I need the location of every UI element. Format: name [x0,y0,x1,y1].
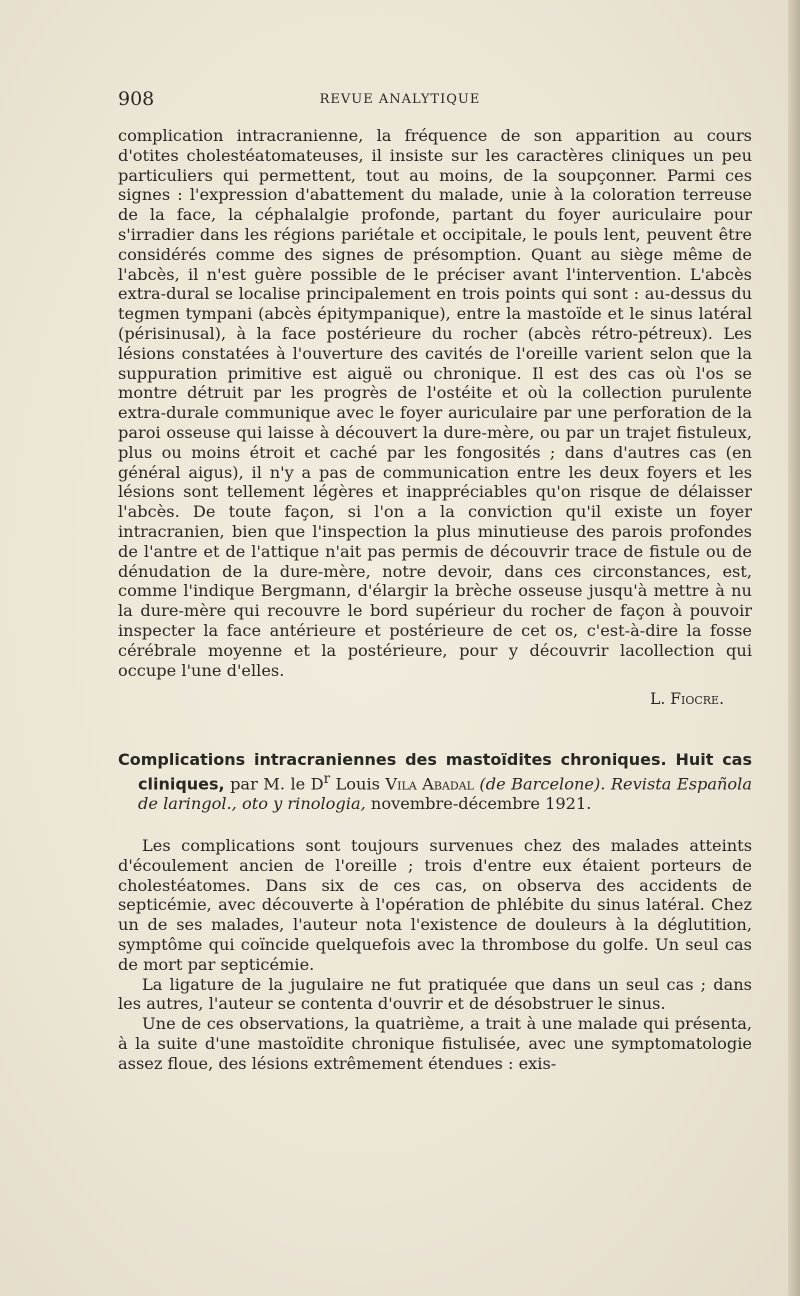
article-date: novembre-décembre 1921. [365,794,592,814]
article-dr-sup: r [323,771,331,788]
author-signature: L. Fiocre. [650,690,724,709]
article-journal: Revista Española de laringol., oto y rinologia, [138,774,753,814]
article-by: par M. le D [224,774,324,794]
running-head: REVUE ANALYTIQUE [319,92,481,107]
article-author-last: Vila Abadal [385,774,474,794]
body-paragraph: La ligature de la jugulaire ne fut pratiquée que dans un seul cas ; dans les autres, l'auteur se contenta d'ouvrir et de désobstruer le sinus. [118,974,752,1014]
body-paragraph: complication intracranienne, la fréquence de son apparition au cours d'otites cholestéatomateuses, il insiste sur les caractères cliniques un peu particuliers qui permettent, tout au moins, de la soupçonner. Parmi ces signes : l'expression d'abattement du malade, unie à la coloration terreuse de la face, la céphalalgie profonde, partant du foyer auriculaire pour s'irradier dans les régions pariétale et occipitale, le pouls lent, peuvent être considérés comme des signes de présomption. Quant au siège même de l'abcès, il n'est guère possible de le préciser avant l'intervention. L'abcès extra-dural se localise principalement en trois points qui sont : au-dessus du tegmen tympani (abcès épitympanique), entre la mastoïde et le sinus latéral (périsinusal), à la face postérieure du rocher (abcès rétro-pétreux). Les lésions constatées à l'ouverture des cavités de l'oreille varient selon que la suppuration primitive est aiguë ou chronique. Il est des cas où l'os se montre détruit par les progrès de l'ostéite et où la collection purulente extra-durale communique avec le foyer auriculaire par une perforation de la paroi osseuse qui laisse à découvert la dure-mère, ou par un trajet fistuleux, plus ou moins étroit et caché par les fongosités ; dans d'autres cas (en général aigus), il n'y a pas de communication entre les deux foyers et les lésions sont tellement légères et inappréciables qu'on risque de délaisser l'abcès. De toute façon, si l'on a la conviction qu'il existe un foyer intracranien, bien que l'inspection la plus minutieuse des parois profondes de l'antre et de l'attique n'ait pas permis de découvrir trace de fistule ou de dénudation de la dure-mère, notre devoir, dans ces circonstances, est, comme l'indique Bergmann, d'élargir la brèche osseuse jusqu'à mettre à nu la dure-mère qui recouvre le bord supérieur du rocher de façon à pouvoir inspecter la face antérieure et postérieure de cet os, c'est-à-dire la fosse cérébrale moyenne et la postérieure, pour y découvrir lacollection qui occupe l'une d'elles. [118,126,752,680]
page-header [118,88,682,112]
article-place: (de Barcelone). [473,774,606,794]
article-heading [118,750,752,814]
article-title: Complications intracraniennes des mastoïdites chroniques. Huit cas cliniques, [118,750,752,794]
page-edge [788,0,800,1296]
body-paragraph: Les complications sont toujours survenues chez des malades atteints d'écoulement ancien de l'oreille ; trois d'entre eux étaient porteurs de cholestéatomes. Dans six de ces cas, on observa des accidents de septicémie, avec découverte à l'opération de phlébite du sinus latéral. Chez un de ses malades, l'auteur nota l'existence de douleurs à la déglutition, symptôme qui coïncide quelquefois avec la thrombose du golfe. Un seul cas de mort par septicémie. [118,836,752,974]
page-content [118,126,752,1074]
page-number: 908 [118,88,155,110]
body-paragraph: Une de ces observations, la quatrième, a trait à une malade qui présenta, à la suite d'une mastoïdite chronique fistulisée, avec une symptomatologie assez floue, des lésions extrêmement étendues : exis- [118,1014,752,1073]
article-author-first: Louis [330,774,386,794]
